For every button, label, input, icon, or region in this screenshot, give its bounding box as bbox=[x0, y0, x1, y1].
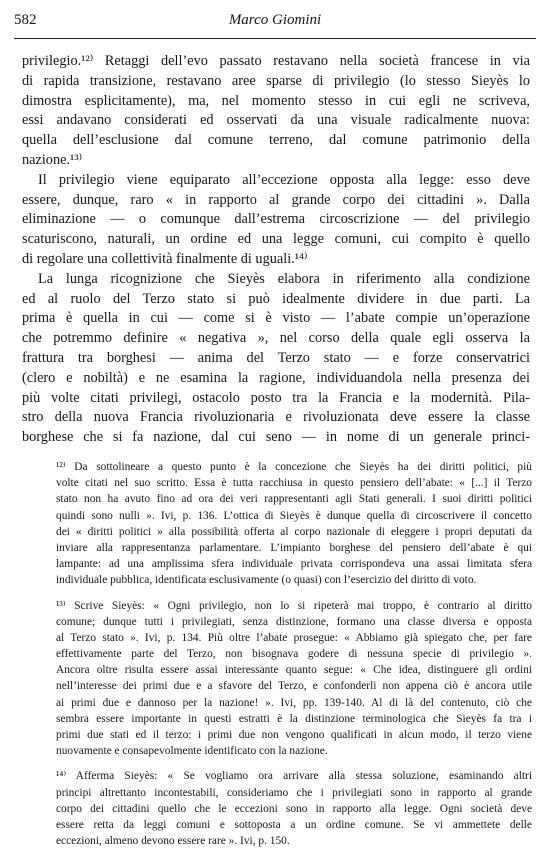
body-line: (clero e nobiltà) e ne esamina la ragione, individuandola nella presenza dei bbox=[22, 369, 530, 386]
body-line: eliminazione — o comunque dall’estrema circoscrizione — del privilegio bbox=[22, 211, 530, 228]
footnote-line: nuovamente e consapevolmente identificato con la nazione. bbox=[56, 745, 328, 758]
footnote-line: corpo dei cittadini quello che le eccezioni sono in rapporto alla legge. Ogni società deve bbox=[56, 802, 532, 815]
footnote-text: Da sottolineare a questo punto è la concezione che Sieyès ha dei diritti politici, più bbox=[74, 461, 532, 473]
footnote-line: primi due stati ed il terzo: i primi due non vengono qualificati in alcun modo, il terzo viene bbox=[56, 729, 532, 741]
body-line: prima è quella in cui — come si è visto — l’abate compie un’operazione bbox=[22, 310, 530, 327]
body-line: essere, dunque, raro « in rapporto al grande corpo dei cittadini ». Dalla bbox=[22, 191, 530, 208]
footnote-line: ai primi due e dannoso per la nazione! ». Ivi, pp. 139-140. Al di là del contenuto, ciò che bbox=[56, 696, 532, 709]
body-line: ed al ruolo del Terzo stato si può idealmente dividere in due parti. La bbox=[22, 290, 530, 307]
body-line: dimostra esplicitamente), ma, nel momento stesso in cui egli ne scriveva, bbox=[22, 92, 530, 109]
running-head: Marco Giomini bbox=[228, 12, 322, 28]
footnote-line: eccezioni, almeno devono essere rare ». Ivi, p. 150. bbox=[56, 835, 290, 848]
footnotes bbox=[56, 459, 532, 858]
body-line: borghese che si fa nazione, dal cui seno — in nome di un generale princi- bbox=[22, 429, 530, 446]
footnote-line: effettivamente parte del Terzo, non bisognava godere di nessuna specie di privilegio ». bbox=[56, 648, 532, 661]
footnote-line: essere retta da leggi comuni e sottoposta a un ordine comune. Se vi ammettete delle bbox=[56, 818, 532, 831]
body-line: La lunga ricognizione che Sieyès elabora in riferimento alla condizione bbox=[38, 270, 530, 287]
footnote-line: individuale pubblica, identificata esclusivamente (o quasi) con l’esercizio del diritto di voto. bbox=[56, 574, 477, 587]
body-line: di regolare una collettività finalmente di uguali.¹⁴⁾ bbox=[22, 250, 308, 267]
footnote-line: lampante: ad una amplissima sfera individuale privata corrispondeva una assai limitata sfera bbox=[56, 558, 532, 571]
page-header bbox=[14, 12, 536, 34]
body-line: nazione.¹³⁾ bbox=[22, 151, 83, 168]
footnote-text: Afferma Sieyès: « Se vogliamo ora arrivare alla stessa soluzione, esaminando altri bbox=[75, 770, 532, 783]
footnote-line: volte citati nel suo scritto. Essa è tutta racchiusa in questo pensiero dell’abate: « [...] il Terzo bbox=[56, 477, 532, 490]
body-line: che potremmo definire « negativa », nel corso della quale egli osserva la bbox=[22, 330, 530, 347]
footnote-12 bbox=[56, 459, 532, 589]
footnote-marker: ¹³⁾ bbox=[56, 599, 66, 612]
footnote-line: inviare alla rappresentanza parlamentare. L’impianto borghese del pensiero dell’abate è qui bbox=[56, 541, 532, 554]
footnote-marker: ¹²⁾ bbox=[56, 461, 66, 473]
footnote-line: principi altrettanto incontestabili, consideriamo che i privilegiati sono in rapporto al grande bbox=[56, 786, 532, 799]
body-line: frattura tra borghesi — anima del Terzo stato — e forze conservatrici bbox=[22, 349, 530, 366]
body-line: più volte citati privilegi, ostacolo posto tra la Francia e la modernità. Pila- bbox=[22, 389, 530, 406]
footnote-13 bbox=[56, 598, 532, 760]
footnote-line: al Terzo stato ». Ivi, p. 134. Più oltre l’abate prosegue: « Abbiamo già spiegato che, per fare bbox=[56, 631, 532, 644]
footnote-text: Scrive Sieyès: « Ogni privilegio, non lo si ripeterà mai troppo, è contrario al diritto bbox=[74, 599, 532, 612]
footnote-line bbox=[56, 768, 532, 784]
footnote-line: comune; dunque tutti i privilegiati, senza distinzione, formano una classe diversa e opposta bbox=[56, 615, 532, 628]
footnote-marker: ¹⁴⁾ bbox=[56, 770, 67, 783]
footnote-line: sembra essere importante in questi estratti è la distinzione terminologica che Sieyès fa tra i bbox=[56, 712, 532, 725]
footnote-line bbox=[56, 459, 532, 475]
page-number: 582 bbox=[14, 12, 37, 28]
body-line: scaturiscono, naturali, un ordine ed una legge comuni, cui compito è quello bbox=[22, 231, 530, 248]
body-text bbox=[22, 52, 530, 448]
footnote-line: stato non ha avuto fino ad ora dei veri rappresentanti agli Stati generali. I suoi diritti politici bbox=[56, 493, 532, 506]
body-line: essi andavano considerati ed osservati da una visuale radicalmente nuova: bbox=[22, 112, 530, 129]
body-line: Il privilegio viene equiparato all’eccezione opposta alla legge: esso deve bbox=[38, 171, 530, 188]
body-line: stro della nuova Francia rivoluzionaria e rivoluzionata deve essere la classe bbox=[22, 409, 530, 426]
footnote-14 bbox=[56, 768, 532, 849]
footnote-line: nell’interesse dei primi due e a sfavore del Terzo, e confonderli non appena ciò è ancora utile bbox=[56, 680, 532, 693]
body-line: privilegio.¹²⁾ Retaggi dell’evo passato restavano nella società francese in via bbox=[22, 53, 530, 69]
body-line: di rapida transizione, restavano aree sparse di privilegio (lo stesso Sieyès lo bbox=[22, 72, 530, 89]
footnote-line bbox=[56, 598, 532, 614]
body-line: quella dell’esclusione dal comune terreno, dal comune patrimonio della bbox=[22, 132, 530, 149]
footnote-line: quindi sono nulli ». Ivi, p. 136. L’ottica di Sieyès è dunque quella di circoscrivere il concetto bbox=[56, 509, 532, 522]
footnote-line: dei « diritti politici » alla possibilità offerta al corpo nazionale di eleggere i propri deputati da bbox=[56, 525, 532, 538]
footnote-line: Ancora oltre risulta essere assai interessante quanto segue: « Che idea, distinguere gli ordini bbox=[56, 664, 532, 677]
header-rule bbox=[14, 38, 536, 39]
